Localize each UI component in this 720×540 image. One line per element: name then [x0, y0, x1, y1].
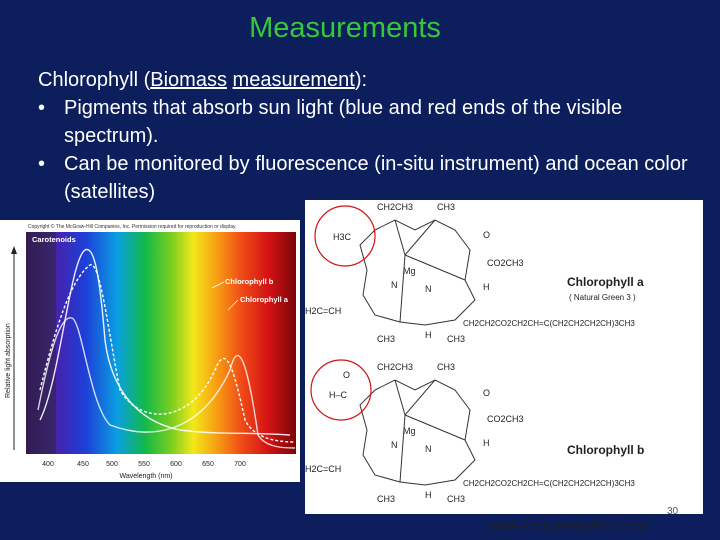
intro-suffix: ):: [354, 69, 368, 91]
bullet-dot: •: [38, 153, 46, 175]
struct-a-h: H: [483, 282, 490, 292]
slide-title: Measurements: [249, 12, 441, 44]
copyright-note: Copyright © The McGraw-Hill Companies, Inc. Permission required for reproduction or display.: [28, 224, 237, 230]
slide-number: 30: [667, 506, 679, 517]
struct-b-o: O: [483, 388, 491, 398]
chlorophyll-b-name: Chlorophyll b: [567, 443, 645, 457]
slide-body: [38, 66, 708, 206]
x-tick-label: 550: [138, 461, 150, 468]
bullet-item: [38, 150, 708, 206]
x-tick-label: 700: [234, 461, 246, 468]
struct-b-vinyl: H2C=CH: [305, 464, 342, 474]
struct-b-cho-o: O: [343, 370, 351, 380]
x-axis-label: Wavelength (nm): [119, 473, 173, 480]
struct-a-h3c: H3C: [333, 232, 352, 242]
bullet-dot: •: [38, 97, 46, 119]
struct-b-n: N: [391, 440, 398, 450]
struct-b-ch3: CH3: [377, 494, 396, 504]
chlorophyll-a-name: Chlorophyll a: [567, 275, 644, 289]
struct-b-ethyl: CH2CH3: [377, 362, 414, 372]
structures-svg: [305, 200, 703, 514]
x-tick-label: 600: [170, 461, 182, 468]
absorption-spectrum-figure: [0, 220, 300, 482]
chlorophyll-b-label: Chlorophyll b: [225, 277, 274, 286]
x-tick-label: 500: [106, 461, 118, 468]
spectrum-svg: [0, 220, 300, 482]
struct-b-co2ch3: CO2CH3: [487, 414, 524, 424]
chlorophyll-a-label: Chlorophyll a: [240, 295, 288, 304]
struct-a-vinyl: H2C=CH: [305, 306, 342, 316]
struct-a-methyl: CH3: [437, 202, 456, 212]
bullet-item: [38, 94, 708, 150]
carotenoids-label: Carotenoids: [32, 235, 76, 244]
x-tick-label: 650: [202, 461, 214, 468]
struct-a-o: O: [483, 230, 491, 240]
struct-a-n2: N: [425, 284, 432, 294]
struct-a-mg: Mg: [403, 266, 416, 276]
x-tick-label: 450: [77, 461, 89, 468]
intro-line: [38, 66, 708, 94]
struct-a-ch3: CH3: [377, 334, 396, 344]
struct-a-ethyl: CH2CH3: [377, 202, 414, 212]
struct-b-h2: H: [425, 490, 432, 500]
struct-b-cho-h: H–C: [329, 390, 348, 400]
struct-a-co2ch3: CO2CH3: [487, 258, 524, 268]
struct-b-h: H: [483, 438, 490, 448]
struct-a-phytyl: CH2CH2CO2CH2CH=C(CH2CH2CH2CH)3CH3: [463, 319, 635, 328]
uv-shade: [26, 232, 56, 454]
intro-biomass: Biomass: [150, 69, 227, 91]
chlorophyll-structures-figure: [305, 200, 703, 514]
y-axis-label: Relative light absorption: [5, 323, 12, 398]
struct-a-ch3b: CH3: [447, 334, 466, 344]
struct-b-mg: Mg: [403, 426, 416, 436]
source-url: www.succulent-plant.com: [488, 517, 646, 533]
intro-prefix: Chlorophyll (: [38, 69, 151, 91]
struct-b-methyl: CH3: [437, 362, 456, 372]
struct-a-h2: H: [425, 330, 432, 340]
x-tick-label: 400: [42, 461, 54, 468]
struct-b-n2: N: [425, 444, 432, 454]
intro-measurement: measurement: [232, 69, 355, 91]
struct-a-n: N: [391, 280, 398, 290]
bullet-text: Pigments that absorb sun light (blue and red ends of the visible spectrum).: [64, 97, 623, 147]
struct-b-ch3b: CH3: [447, 494, 466, 504]
struct-b-phytyl: CH2CH2CO2CH2CH=C(CH2CH2CH2CH)3CH3: [463, 479, 635, 488]
bullet-text: Can be monitored by fluorescence (in-situ instrument) and ocean color (satellites): [64, 153, 688, 203]
chlorophyll-a-subtitle: ( Natural Green 3 ): [569, 293, 636, 302]
